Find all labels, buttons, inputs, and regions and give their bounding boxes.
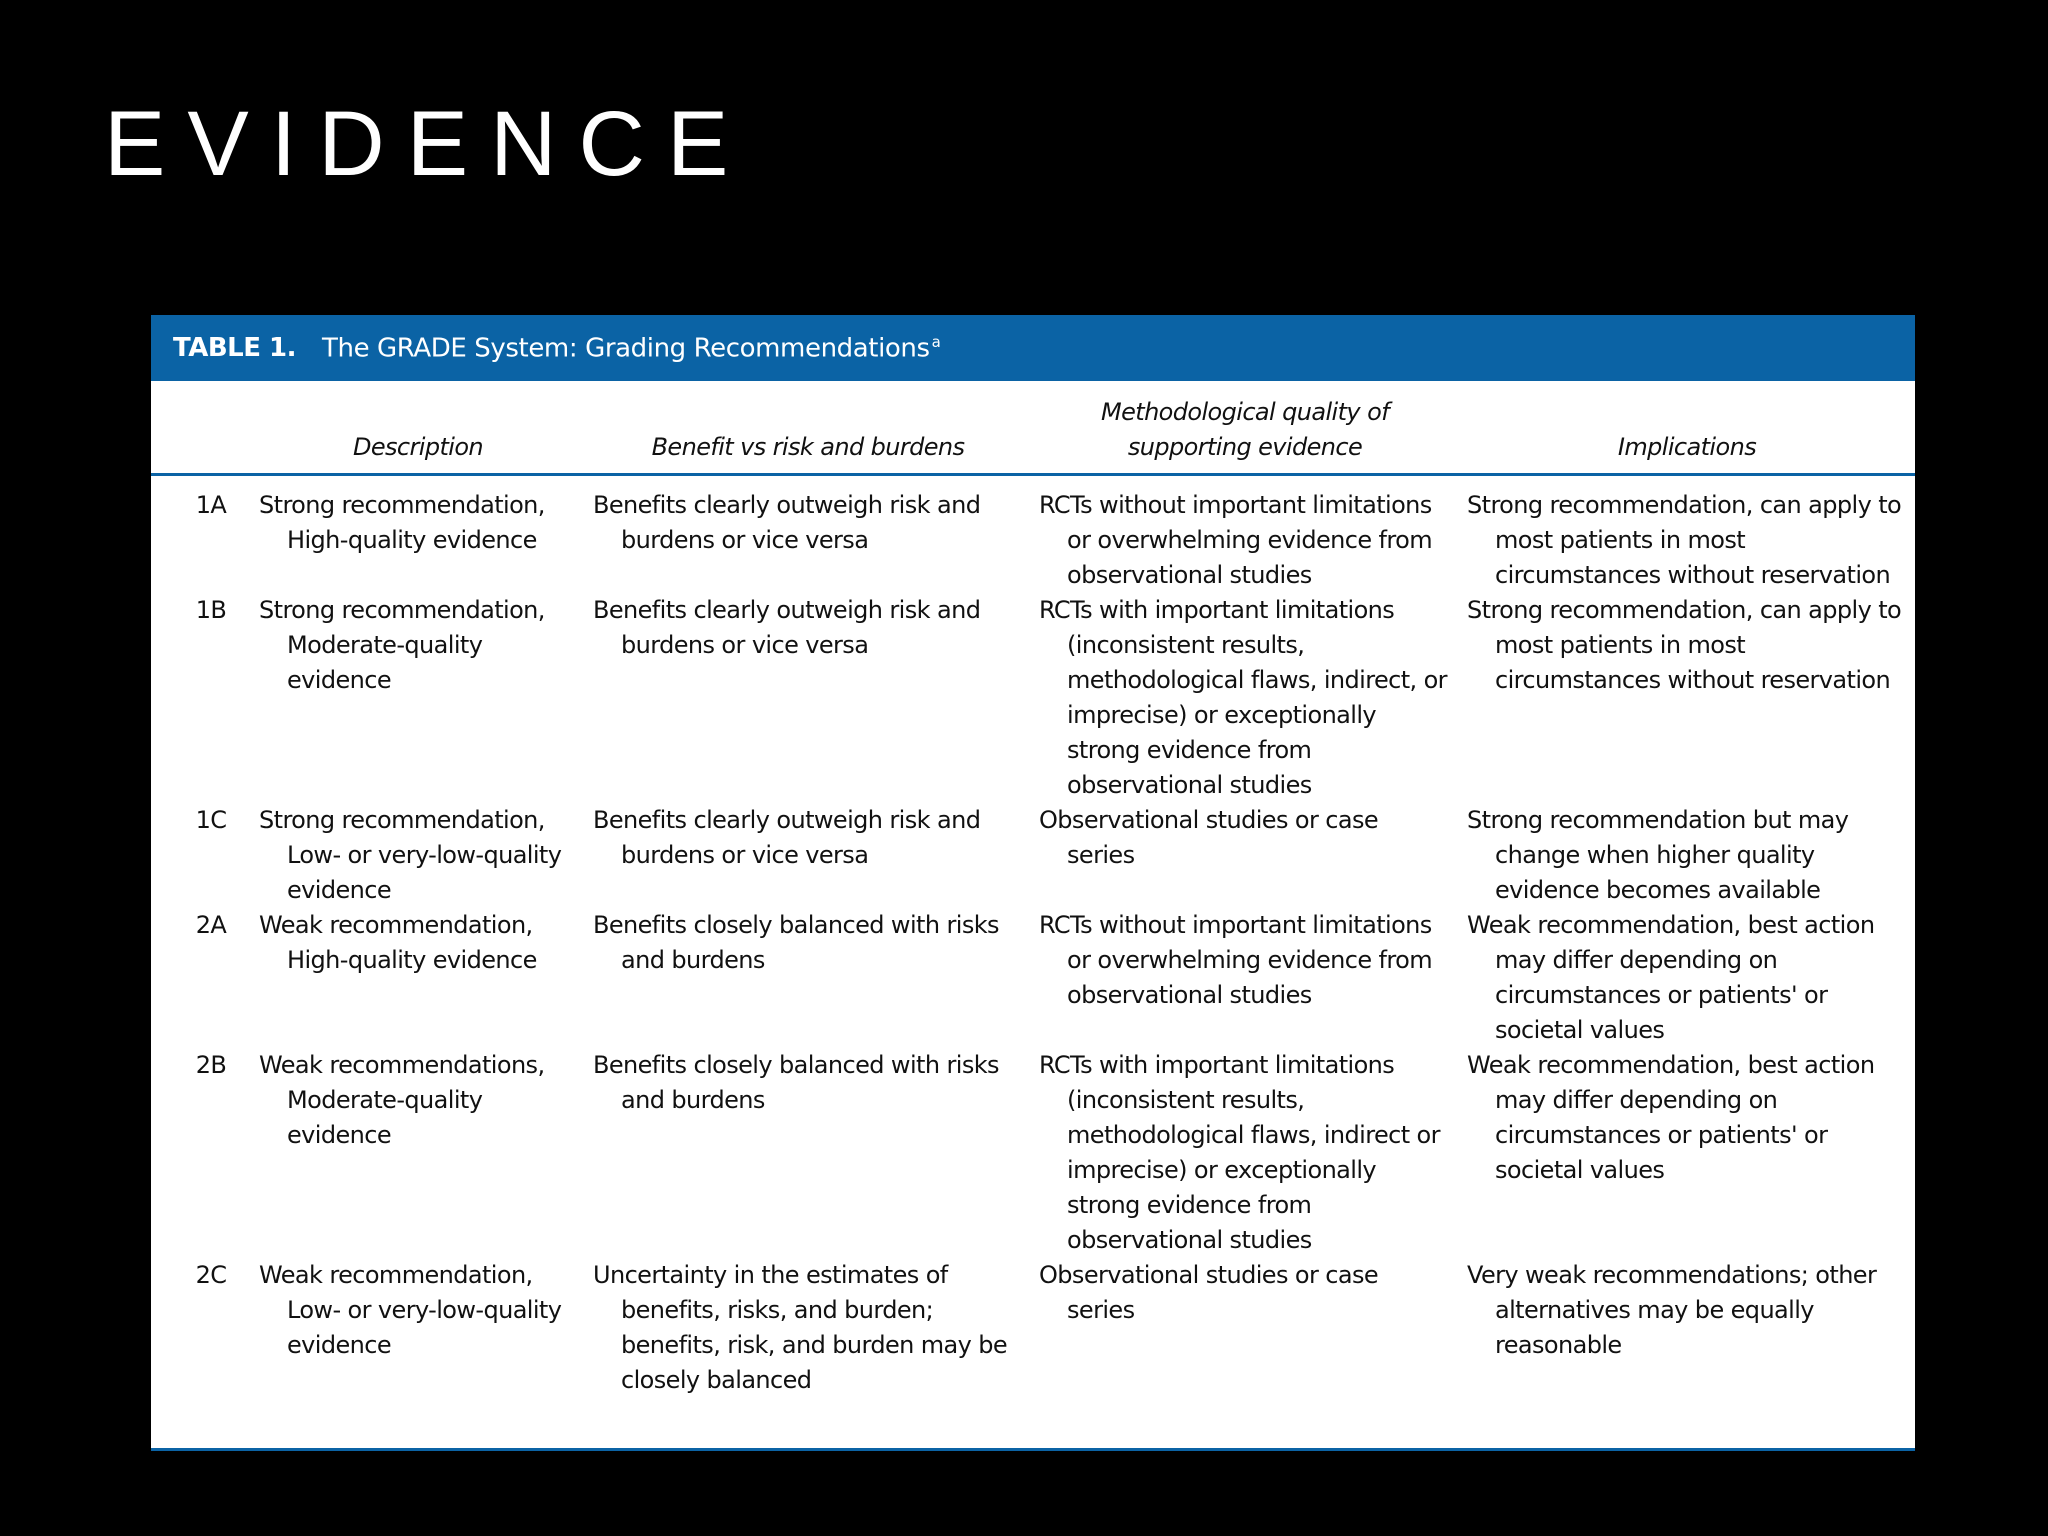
row-code: 2C (195, 1261, 227, 1289)
row-implications: Weak recommendation, best action may differ depending on circumstances or patients' or societal values (1467, 911, 1875, 1044)
row-benefit: Benefits clearly outweigh risk and burdens or vice versa (593, 596, 981, 659)
row-quality: RCTs without important limitations or overwhelming evidence from observational studies (1039, 911, 1432, 1009)
row-implications: Strong recommendation but may change when higher quality evidence becomes available (1467, 806, 1849, 904)
table-row (151, 1258, 1915, 1402)
row-benefit: Uncertainty in the estimates of benefits, risks, and burden; benefits, risk, and burden may be closely balanced (593, 1261, 1008, 1394)
table-title: The GRADE System: Grading Recommendations $^a$ (322, 332, 941, 364)
row-code: 1B (195, 596, 227, 624)
table-header-row (151, 381, 1915, 475)
row-description: Weak recommendation, Low- or very-low-quality evidence (259, 1261, 562, 1359)
header-implications: Implications (1459, 381, 1915, 475)
row-description: Strong recommendation, Low- or very-low-quality evidence (259, 806, 562, 904)
slide-title: EVIDENCE (104, 93, 751, 195)
row-implications: Strong recommendation, can apply to most patients in most circumstances without reservation (1467, 596, 1902, 694)
row-implications: Strong recommendation, can apply to most patients in most circumstances without reservation (1467, 491, 1902, 589)
row-benefit: Benefits closely balanced with risks and burdens (593, 1051, 999, 1114)
row-benefit: Benefits clearly outweigh risk and burdens or vice versa (593, 491, 981, 554)
table-row (151, 1048, 1915, 1258)
row-code: 2A (195, 911, 227, 939)
row-quality: RCTs with important limitations (inconsistent results, methodological flaws, indirect or imprecise) or exceptionally strong evidence from observational studies (1039, 1051, 1440, 1254)
grade-table (151, 381, 1915, 1402)
row-description: Strong recommendation, High-quality evidence (259, 491, 545, 554)
row-description: Weak recommendation, High-quality evidence (259, 911, 537, 974)
grade-table-panel (151, 315, 1915, 1451)
table-row (151, 593, 1915, 803)
row-quality: RCTs with important limitations (inconsistent results, methodological flaws, indirect, or imprecise) or exceptionally strong evidence from observational studies (1039, 596, 1447, 799)
header-benefit: Benefit vs risk and burdens (585, 381, 1031, 475)
table-row (151, 803, 1915, 908)
table-label: TABLE 1. (173, 333, 297, 363)
row-code: 1A (195, 491, 227, 519)
header-description: Description (251, 381, 585, 475)
table-bottom-rule (151, 1448, 1915, 1451)
title-footnote-marker: a (931, 332, 941, 351)
header-quality: Methodological quality of supporting evidence (1031, 381, 1459, 475)
row-benefit: Benefits closely balanced with risks and burdens (593, 911, 999, 974)
row-implications: Weak recommendation, best action may differ depending on circumstances or patients' or societal values (1467, 1051, 1875, 1184)
row-description: Strong recommendation, Moderate-quality evidence (259, 596, 545, 694)
header-code (151, 381, 251, 475)
row-benefit: Benefits clearly outweigh risk and burdens or vice versa (593, 806, 981, 869)
row-quality: Observational studies or case series (1039, 806, 1379, 869)
row-code: 1C (195, 806, 227, 834)
row-implications: Very weak recommendations; other alternatives may be equally reasonable (1467, 1261, 1877, 1359)
table-caption-bar (151, 315, 1915, 381)
row-quality: RCTs without important limitations or overwhelming evidence from observational studies (1039, 491, 1432, 589)
row-description: Weak recommendations, Moderate-quality evidence (259, 1051, 545, 1149)
row-quality: Observational studies or case series (1039, 1261, 1379, 1324)
table-row (151, 908, 1915, 1048)
row-code: 2B (195, 1051, 227, 1079)
table-row (151, 475, 1915, 594)
